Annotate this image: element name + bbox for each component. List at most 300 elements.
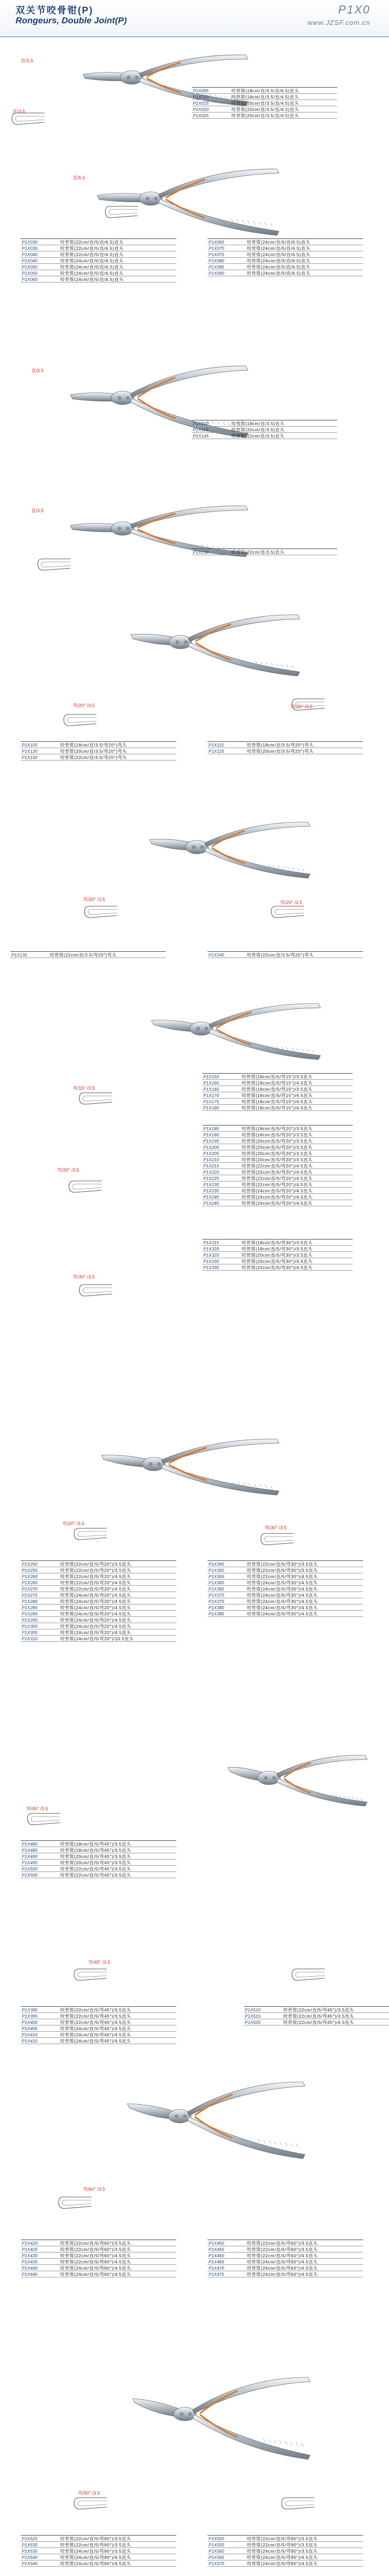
spec-table	[21, 1840, 176, 1878]
product-description: 咬骨钳(20cm/直/3.5/直/4.5)直头	[231, 101, 299, 106]
product-code: P1X360	[209, 1580, 225, 1585]
product-description: 咬骨钳(22cm/直/3.5)直头	[231, 550, 285, 555]
table-row	[21, 1611, 176, 1617]
table-row	[207, 251, 363, 258]
table-row	[21, 1636, 176, 1642]
product-code: P1X015	[193, 101, 209, 106]
product-code: P1X425	[22, 2247, 38, 2252]
table-row	[202, 1099, 353, 1105]
product-code: P1X335	[203, 1265, 219, 1270]
table-row	[207, 1580, 363, 1586]
product-code: P1X145	[193, 433, 209, 439]
product-code: P1X320	[203, 1246, 219, 1251]
product-code: P1X055	[22, 271, 38, 276]
product-code: P1X290	[22, 1611, 38, 1616]
product-section	[0, 161, 389, 282]
table-row	[207, 1573, 363, 1580]
jaw-tip-diagram	[36, 555, 73, 575]
product-code: P1X215	[203, 1163, 219, 1169]
product-code: P1X520	[245, 2020, 261, 2025]
jaw-tip-diagram	[83, 902, 119, 923]
table-row	[202, 1157, 353, 1163]
angle-label: 直/3.5	[31, 368, 44, 373]
product-description: 咬骨钳(22cm/直/5/弯45°)/4.5直头	[60, 2020, 131, 2025]
product-description: 咬骨钳(22cm/直/5/弯90°)/3.5直头	[60, 2536, 131, 2541]
product-description: 咬骨钳(24cm/直/5/弯90°)/3.5直头	[247, 2549, 318, 2554]
table-row	[21, 2259, 176, 2265]
table-row	[21, 2013, 176, 2019]
product-code: P1X205	[203, 1151, 219, 1156]
table-row	[202, 1258, 353, 1264]
table-row	[202, 1092, 353, 1099]
product-code: P1X510	[245, 2007, 261, 2012]
table-row	[21, 1866, 176, 1872]
table-row	[21, 2548, 176, 2554]
table-row	[21, 1573, 176, 1580]
product-code: P1X260	[22, 1574, 38, 1579]
product-code: P1X180	[203, 1105, 219, 1110]
product-description: 咬骨钳(18cm/直/5/弯20°)/3.5直头	[242, 1132, 313, 1137]
spec-table	[21, 741, 176, 761]
product-code: P1X070	[209, 246, 225, 251]
product-description: 咬骨钳(22cm/直/5/弯30°)/3.5直头	[247, 1568, 318, 1573]
product-code: P1X365	[209, 1586, 225, 1592]
product-code: P1X010	[193, 94, 209, 100]
product-description: 咬骨钳(20cm/直/5/弯45°)/3.5直头	[60, 1860, 131, 1865]
product-description: 咬骨钳(24cm/直/5/弯30°)/4.5直头	[247, 1593, 318, 1598]
product-description: 咬骨钳(24cm/直/5/直/6.5)直头	[247, 258, 311, 263]
table-row	[207, 2548, 363, 2554]
product-code: P1X250	[22, 1561, 38, 1567]
spec-table	[244, 2006, 389, 2025]
product-description: 咬骨钳(22cm/直/5/弯45°)/3.5直头	[60, 1873, 131, 1878]
product-code: P1X230	[203, 1182, 219, 1187]
product-description: 咬骨钳(24cm/直/5/弯30°)/4.5直头	[247, 1599, 318, 1604]
product-description: 咬骨钳(18cm/直/5/弯15°)/4.5直头	[242, 1080, 313, 1086]
table-row	[21, 2265, 176, 2271]
spec-table	[21, 2006, 176, 2044]
product-code: P1X150	[22, 755, 38, 760]
table-row	[207, 2259, 363, 2265]
product-code: P1X390	[22, 2007, 38, 2012]
spec-table	[202, 1125, 353, 1206]
angle-label: 弯/45° /3.5	[88, 1960, 110, 1965]
angle-label: 直/3.5	[12, 109, 25, 114]
product-code: P1X190	[203, 1132, 219, 1137]
table-row	[207, 1604, 363, 1611]
table-row	[192, 549, 337, 555]
spec-table	[207, 2535, 363, 2567]
product-description: 咬骨钳(18cm/直/5/弯30°)/3.5直头	[242, 1240, 313, 1245]
product-description: 咬骨钳(22cm/直/5/弯60°)/3.5直头	[60, 2247, 131, 2252]
table-row	[207, 1611, 363, 1617]
table-row	[192, 427, 337, 433]
product-description: 咬骨钳(24cm/直/5/直/6.5)直头	[247, 246, 311, 251]
table-row	[202, 1138, 353, 1144]
rongeur-photo	[114, 1001, 322, 1063]
product-code: P1X550	[209, 2536, 225, 2541]
product-code: P1X400	[22, 2020, 38, 2025]
product-code: P1X420	[22, 2241, 38, 2246]
product-section	[0, 814, 389, 958]
product-code: P1X480	[22, 1841, 38, 1847]
rongeur-photo	[197, 1752, 368, 1809]
angle-label: 弯/15° /3.5	[73, 1086, 95, 1091]
table-row	[21, 1580, 176, 1586]
product-description: 咬骨钳(22cm/直/5/弯20°)/4.5直头	[242, 1163, 313, 1169]
product-description: 咬骨钳(20cm/直/5/弯30°)/3.5直头	[242, 1252, 313, 1258]
product-code: P1X505	[22, 1873, 38, 1878]
table-row	[21, 748, 176, 754]
product-description: 咬骨钳(24cm/直/5/弯90°)/3.5直头	[60, 2549, 131, 2554]
table-row	[21, 1853, 176, 1860]
table-row	[244, 2013, 389, 2019]
table-row	[207, 258, 363, 264]
table-row	[207, 270, 363, 276]
product-code: P1X535	[22, 2549, 38, 2554]
product-code: P1X235	[203, 1188, 219, 1193]
table-row	[192, 88, 337, 94]
table-row	[207, 2246, 363, 2253]
product-code: P1X005	[193, 88, 209, 93]
table-row	[192, 106, 337, 112]
product-code: P1X330	[203, 1259, 219, 1264]
product-description: 咬骨钳(22cm/直/3.5/弯20°)弯头	[60, 755, 127, 760]
table-row	[202, 1175, 353, 1181]
product-description: 咬骨钳(22cm/直/5/弯30°)/4.5直头	[242, 1265, 313, 1270]
product-description: 咬骨钳(24cm/直/5/弯20°)/10.5直头	[60, 1636, 134, 1641]
table-row	[21, 1629, 176, 1636]
product-code: P1X445	[22, 2272, 38, 2277]
product-code: P1X085	[209, 264, 225, 270]
table-row	[207, 2554, 363, 2560]
jaw-tip-diagram	[57, 2193, 93, 2214]
product-code: P1X545	[22, 2561, 38, 2566]
jaw-tip-diagram	[67, 1177, 104, 1198]
product-section	[0, 2068, 389, 2277]
table-row	[202, 1246, 353, 1252]
table-row	[207, 2253, 363, 2259]
table-row	[207, 264, 363, 270]
table-row	[207, 2536, 363, 2542]
product-description: 咬骨钳(22cm/直/3.5)直头	[231, 433, 285, 439]
spec-table	[202, 1073, 353, 1111]
product-code: P1X225	[203, 1176, 219, 1181]
spec-table	[207, 2240, 363, 2277]
product-code: P1X045	[22, 258, 38, 263]
page-header	[0, 0, 389, 37]
angle-label: 弯/30° /3.5	[265, 1525, 287, 1530]
table-row	[207, 245, 363, 251]
product-code: P1X285	[22, 1605, 38, 1610]
product-description: 咬骨钳(22cm/直/5/弯60°)/3.5直头	[60, 2241, 131, 2246]
product-code: P1X310	[22, 1636, 38, 1641]
table-row	[207, 1592, 363, 1598]
table-row	[10, 952, 166, 958]
table-row	[202, 1150, 353, 1157]
angle-label: 弯/20° /3.5	[62, 1521, 85, 1526]
table-row	[192, 100, 337, 106]
table-row	[207, 1586, 363, 1592]
product-description: 咬骨钳(22cm/直/5/弯45°)/3.5直头	[283, 2014, 354, 2019]
product-code: P1X115	[193, 427, 209, 432]
table-row	[207, 742, 363, 748]
rongeur-photo	[93, 612, 301, 679]
product-description: 咬骨钳(24cm/直/5/直/6.5)直头	[247, 252, 311, 257]
rongeur-photo	[62, 1436, 280, 1498]
product-description: 咬骨钳(22cm/直/5/弯30°)/4.5直头	[247, 1574, 318, 1579]
angle-label: 直/3.5	[31, 508, 44, 513]
product-section	[0, 1426, 389, 1641]
product-code: P1X130	[193, 550, 209, 555]
product-description: 咬骨钳(24cm/直/5/直/6.5)直头	[60, 271, 124, 276]
table-row	[192, 112, 337, 119]
product-description: 咬骨钳(18cm/直/3.5/直/6.5)直头	[231, 88, 299, 93]
product-code: P1X465	[209, 2259, 225, 2264]
product-description: 咬骨钳(18cm/直/5/弯45°)/3.5直头	[60, 1841, 131, 1847]
title-cn: 双关节咬骨钳(P)	[16, 5, 93, 16]
product-code: P1X125	[209, 749, 225, 754]
product-description: 咬骨钳(20cm/直/5/弯20°)/3.5直头	[242, 1145, 313, 1150]
product-description: 咬骨钳(22cm/直/5/弯60°)/3.5直头	[247, 2247, 318, 2252]
product-description: 咬骨钳(24cm/直/5/弯30°)/4.5直头	[247, 1611, 318, 1616]
table-row	[21, 264, 176, 270]
product-description: 咬骨钳(20cm/直/5/弯30°)/4.5直头	[242, 1259, 313, 1264]
table-row	[21, 1617, 176, 1623]
product-code: P1X075	[209, 252, 225, 257]
product-description: 咬骨钳(22cm/直/5/弯90°)/3.5直头	[60, 2542, 131, 2547]
table-row	[202, 1125, 353, 1132]
product-section	[0, 1747, 389, 2044]
product-description: 咬骨钳(22cm/直/5/弯90°)/3.5直头	[247, 2536, 318, 2541]
product-code: P1X220	[203, 1170, 219, 1175]
product-section	[0, 358, 389, 439]
product-code: P1X305	[22, 1630, 38, 1635]
jaw-tip-diagram	[78, 1089, 114, 1109]
title-en: Rongeurs, Double Joint(P)	[16, 16, 127, 25]
product-description: 咬骨钳(24cm/直/5/弯20°)/4.5直头	[60, 1593, 131, 1598]
product-description: 咬骨钳(22cm/直/5/弯45°)/3.5直头	[60, 1866, 131, 1871]
product-code: P1X170	[203, 1093, 219, 1098]
angle-label: 弯/45° /3.5	[26, 1806, 48, 1811]
table-row	[21, 2560, 176, 2567]
product-code: P1X455	[209, 2247, 225, 2252]
product-description: 咬骨钳(22cm/直/5/弯20°)/4.5直头	[242, 1170, 313, 1175]
product-code: P1X540	[22, 2555, 38, 2560]
product-code: P1X060	[22, 277, 38, 282]
angle-label: 弯/20° /3.5	[280, 900, 302, 905]
product-description: 咬骨钳(20cm/直/3.5)直头	[231, 427, 285, 432]
product-description: 咬骨钳(24cm/直/5/弯45°)/4.5直头	[60, 2032, 131, 2037]
product-code: P1X120	[22, 749, 38, 754]
product-code: P1X350	[209, 1568, 225, 1573]
product-code: P1X430	[22, 2253, 38, 2258]
table-row	[21, 1567, 176, 1573]
product-description: 咬骨钳(18cm/直/5/弯30°)/3.5直头	[242, 1246, 313, 1251]
product-code: P1X040	[22, 252, 38, 257]
product-code: P1X295	[22, 1617, 38, 1623]
product-description: 咬骨钳(22cm/直/5/弯20°)/4.5直头	[60, 1586, 131, 1592]
product-description: 咬骨钳(22cm/直/5/弯60°)/4.5直头	[247, 2253, 318, 2258]
jaw-tip-diagram	[26, 1809, 62, 1830]
product-description: 咬骨钳(22cm/直/5/弯45°)/4.5直头	[283, 2020, 354, 2025]
product-description: 咬骨钳(20cm/直/5/弯20°)/3.5直头	[242, 1157, 313, 1162]
product-description: 咬骨钳(24cm/直/5/直/6.5)直头	[247, 264, 311, 270]
product-code: P1X475	[209, 2272, 225, 2277]
spec-table	[21, 238, 176, 283]
product-code: P1X485	[22, 1848, 38, 1853]
product-description: 咬骨钳(24cm/直/5/直/6.5)直头	[60, 277, 124, 282]
spec-table	[192, 420, 337, 439]
product-code: P1X450	[209, 2241, 225, 2246]
product-description: 咬骨钳(24cm/直/5/弯20°)/4.5直头	[60, 1599, 131, 1604]
product-description: 咬骨钳(24cm/直/5/弯45°)/4.5直头	[60, 2038, 131, 2044]
product-code: P1X100	[193, 421, 209, 426]
product-description: 咬骨钳(24cm/直/5/弯20°)/4.5直头	[60, 1630, 131, 1635]
product-description: 咬骨钳(24cm/直/5/弯20°)/4.5直头	[60, 1617, 131, 1623]
table-row	[21, 239, 176, 245]
table-row	[202, 1188, 353, 1194]
product-code: P1X270	[22, 1586, 38, 1592]
jaw-tip-diagram	[73, 2494, 109, 2514]
product-description: 咬骨钳(22cm/直/5/弯45°)/3.5直头	[60, 2014, 131, 2019]
product-description: 咬骨钳(24cm/直/5/弯20°)/4.5直头	[242, 1194, 313, 1200]
product-description: 咬骨钳(20cm/直/5/弯20°)/3.5直头	[242, 1138, 313, 1144]
product-code: P1X375	[209, 1599, 225, 1604]
product-description: 咬骨钳(18cm/直/5/弯20°)/3.5直头	[242, 1126, 313, 1131]
table-row	[192, 94, 337, 100]
table-row	[21, 2025, 176, 2032]
product-description: 咬骨钳(24cm/直/5/弯90°)/4.5直头	[247, 2555, 318, 2560]
product-description: 咬骨钳(22cm/直/5/弯20°)/4.5直头	[242, 1182, 313, 1187]
table-row	[21, 2542, 176, 2548]
jaw-tip-diagram	[259, 1529, 296, 1550]
product-code: P1X025	[193, 113, 209, 118]
spec-table	[192, 548, 337, 555]
product-code: P1X300	[22, 1624, 38, 1629]
product-code: P1X460	[209, 2253, 225, 2258]
table-row	[202, 1240, 353, 1246]
table-row	[21, 2019, 176, 2025]
product-description: 咬骨钳(18cm/直/5/弯15°)/3.5直头	[242, 1074, 313, 1079]
spec-table	[207, 741, 363, 754]
table-row	[21, 245, 176, 251]
product-description: 咬骨钳(22cm/直/5/弯20°)/4.5直头	[242, 1176, 313, 1181]
product-description: 咬骨钳(22cm/直/5/弯30°)/3.5直头	[247, 1561, 318, 1567]
table-row	[202, 1194, 353, 1200]
product-description: 咬骨钳(24cm/直/5/直/6.5)直头	[247, 271, 311, 276]
product-code: P1X405	[22, 2026, 38, 2031]
table-row	[21, 1586, 176, 1592]
product-description: 咬骨钳(22cm/直/5/弯45°)/3.5直头	[283, 2007, 354, 2012]
product-description: 咬骨钳(24cm/直/5/弯30°)/4.5直头	[247, 1580, 318, 1585]
product-description: 咬骨钳(22cm/直/5/弯90°)/3.5直头	[247, 2542, 318, 2547]
table-row	[21, 276, 176, 283]
product-description: 咬骨钳(24cm/直/5/弯60°)/4.5直头	[247, 2272, 318, 2277]
product-description: 咬骨钳(22cm/直/5/直/6.5)直头	[60, 240, 124, 245]
table-row	[21, 258, 176, 264]
product-code: P1X110	[209, 742, 224, 748]
rongeur-photo	[114, 819, 311, 881]
table-row	[207, 2542, 363, 2548]
product-code: P1X030	[22, 240, 38, 245]
product-section	[0, 498, 389, 555]
product-description: 咬骨钳(24cm/直/5/弯90°)/4.5直头	[60, 2561, 131, 2566]
product-description: 咬骨钳(22cm/直/3.5/弯20°)弯头	[247, 952, 314, 958]
product-description: 咬骨钳(24cm/直/5/弯60°)/4.5直头	[247, 2265, 318, 2271]
product-code: P1X410	[22, 2032, 38, 2037]
product-code: P1X050	[22, 264, 38, 270]
product-section	[0, 990, 389, 1279]
table-row	[202, 1200, 353, 1206]
table-row	[202, 1074, 353, 1080]
table-row	[202, 1169, 353, 1175]
product-code: P1X395	[22, 2014, 38, 2019]
product-description: 咬骨钳(20cm/直/3.5/弯20°)弯头	[60, 749, 127, 754]
angle-label: 弯/30° /3.5	[73, 1274, 95, 1279]
angle-label: 弯/20° /3.5	[290, 704, 313, 709]
spec-table	[207, 951, 363, 958]
angle-label: 弯/20° /3.5	[83, 897, 105, 902]
rongeur-photo	[57, 166, 280, 238]
product-code: P1X165	[203, 1087, 219, 1092]
product-description: 咬骨钳(24cm/直/5/直/6.5)直头	[60, 264, 124, 270]
product-description: 咬骨钳(24cm/直/5/弯90°)/4.5直头	[60, 2555, 131, 2560]
product-description: 咬骨钳(18cm/直/5/弯15°)/4.5直头	[242, 1099, 313, 1104]
product-code: P1X210	[203, 1157, 219, 1162]
product-code: P1X440	[22, 2265, 38, 2271]
table-row	[202, 1252, 353, 1258]
product-description: 咬骨钳(20cm/直/3.5/直/4.5)直头	[231, 113, 299, 118]
product-code: P1X570	[209, 2561, 225, 2566]
spec-table	[192, 87, 337, 119]
product-code: P1X355	[209, 1574, 225, 1579]
product-description: 咬骨钳(24cm/直/5/弯30°)/4.5直头	[247, 1605, 318, 1610]
product-code: P1X315	[203, 1240, 219, 1245]
table-row	[21, 754, 176, 761]
table-row	[21, 1860, 176, 1866]
product-description: 咬骨钳(18cm/直/3.5/直/4.5)直头	[231, 94, 299, 100]
table-row	[21, 2038, 176, 2044]
product-description: 咬骨钳(24cm/直/5/直/6.5)直头	[247, 240, 311, 245]
table-row	[21, 1872, 176, 1878]
product-description: 咬骨钳(24cm/直/5/弯20°)/4.5直头	[242, 1188, 313, 1193]
product-section	[0, 601, 389, 760]
table-row	[207, 2240, 363, 2246]
product-description: 咬骨钳(22cm/直/5/弯20°)/4.5直头	[60, 1574, 131, 1579]
product-description: 咬骨钳(22cm/直/5/直/6.5)直头	[60, 252, 124, 257]
table-row	[21, 1841, 176, 1847]
product-code: P1X525	[22, 2536, 38, 2541]
product-section	[0, 2369, 389, 2566]
product-description: 咬骨钳(18cm/直/3.5)直头	[231, 421, 285, 426]
jaw-tip-diagram	[290, 1965, 327, 1986]
table-row	[207, 2271, 363, 2277]
product-description: 咬骨钳(24cm/直/5/弯60°)/4.5直头	[60, 2265, 131, 2271]
table-row	[202, 1080, 353, 1086]
product-section	[0, 41, 389, 118]
angle-label: 弯/20° /3.5	[73, 703, 95, 708]
product-description: 咬骨钳(22cm/直/5/弯60°)/4.5直头	[60, 2259, 131, 2264]
product-description: 咬骨钳(22cm/直/5/直/6.5)直头	[60, 246, 124, 251]
product-code: P1X500	[22, 1866, 38, 1871]
spec-table	[21, 2535, 176, 2567]
product-code: P1X555	[209, 2542, 225, 2547]
product-description: 咬骨钳(22cm/直/5/弯60°)/3.5直头	[247, 2241, 318, 2246]
table-row	[21, 2536, 176, 2542]
product-description: 咬骨钳(20cm/直/3.5/直/4.5)直头	[231, 107, 299, 112]
product-code: P1X275	[22, 1593, 38, 1598]
